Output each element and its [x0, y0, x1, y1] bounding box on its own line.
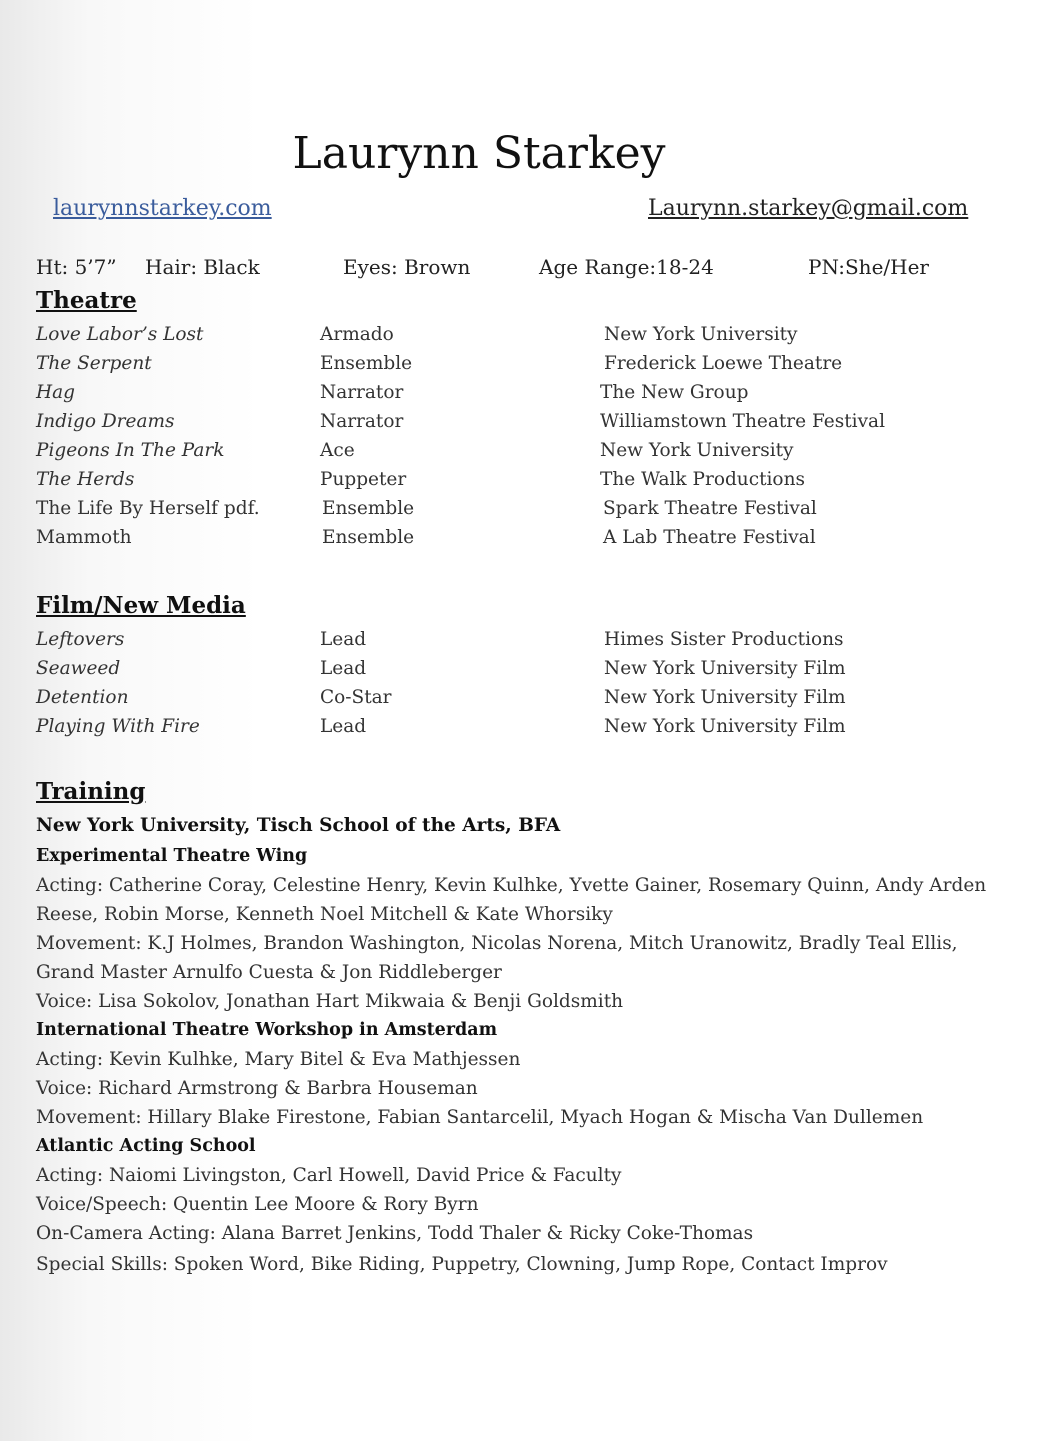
stat-age-range: Age Range:18-24: [539, 255, 714, 279]
table-row-role: Lead: [320, 716, 367, 737]
training-subheading: International Theatre Workshop in Amsterdam: [36, 1020, 498, 1040]
training-heading: Training: [36, 778, 146, 805]
table-row-title: Mammoth: [36, 527, 132, 548]
theatre-heading: Theatre: [36, 287, 137, 314]
table-row-title: Playing With Fire: [36, 716, 200, 737]
training-line: Grand Master Arnulfo Cuesta & Jon Riddleberger: [36, 962, 502, 983]
table-row-title: Leftovers: [36, 629, 125, 650]
table-row-role: Lead: [320, 629, 367, 650]
table-row-role: Ensemble: [320, 353, 413, 374]
email-link[interactable]: Laurynn.starkey@gmail.com: [648, 196, 969, 221]
table-row-role: Ace: [320, 440, 355, 461]
stat-height: Ht: 5’7”: [36, 255, 117, 279]
training-line: Reese, Robin Morse, Kenneth Noel Mitchell & Kate Whorsiky: [36, 904, 613, 925]
training-line: Acting: Catherine Coray, Celestine Henry, Kevin Kulhke, Yvette Gainer, Rosemary Quinn, Andy Arden: [36, 875, 987, 896]
table-row-company: New York University: [604, 324, 798, 345]
table-row-role: Puppeter: [320, 469, 407, 490]
stat-eyes: Eyes: Brown: [343, 255, 471, 279]
training-line: On-Camera Acting: Alana Barret Jenkins, Todd Thaler & Ricky Coke-Thomas: [36, 1223, 754, 1244]
training-line: Movement: Hillary Blake Firestone, Fabian Santarcelil, Myach Hogan & Mischa Van Dullemen: [36, 1107, 924, 1128]
website-link[interactable]: laurynnstarkey.com: [53, 196, 272, 221]
table-row-title: The Herds: [36, 469, 135, 490]
training-line: Acting: Naiomi Livingston, Carl Howell, David Price & Faculty: [36, 1165, 622, 1186]
table-row-title: Seaweed: [36, 658, 121, 679]
table-row-title: Indigo Dreams: [36, 411, 175, 432]
film-heading: Film/New Media: [36, 592, 246, 619]
table-row-company: The Walk Productions: [600, 469, 805, 490]
table-row-role: Co-Star: [320, 687, 392, 708]
training-line: Movement: K.J Holmes, Brandon Washington, Nicolas Norena, Mitch Uranowitz, Bradly Teal Ellis,: [36, 933, 958, 954]
table-row-company: The New Group: [600, 382, 749, 403]
table-row-title: Love Labor’s Lost: [36, 324, 204, 345]
table-row-company: New York University Film: [604, 658, 846, 679]
table-row-role: Ensemble: [322, 498, 415, 519]
table-row-role: Lead: [320, 658, 367, 679]
table-row-role: Narrator: [320, 411, 404, 432]
table-row-company: Williamstown Theatre Festival: [600, 411, 885, 432]
page-title: Laurynn Starkey: [292, 128, 666, 179]
stat-hair: Hair: Black: [145, 255, 260, 279]
training-subheading: Experimental Theatre Wing: [36, 846, 308, 866]
table-row-role: Narrator: [320, 382, 404, 403]
table-row-company: A Lab Theatre Festival: [603, 527, 816, 548]
table-row-title: The Serpent: [36, 353, 152, 374]
table-row-company: New York University Film: [604, 716, 846, 737]
table-row-company: Himes Sister Productions: [604, 629, 844, 650]
table-row-title: Hag: [36, 382, 76, 403]
table-row-title: The Life By Herself pdf.: [36, 498, 260, 519]
table-row-role: Armado: [320, 324, 394, 345]
training-line: Voice/Speech: Quentin Lee Moore & Rory Byrn: [36, 1194, 479, 1215]
table-row-company: Spark Theatre Festival: [603, 498, 817, 519]
table-row-title: Pigeons In The Park: [36, 440, 225, 461]
stat-pronouns: PN:She/Her: [808, 255, 929, 279]
training-line: Voice: Lisa Sokolov, Jonathan Hart Mikwaia & Benji Goldsmith: [36, 991, 624, 1012]
special-skills: Special Skills: Spoken Word, Bike Riding, Puppetry, Clowning, Jump Rope, Contact Improv: [36, 1254, 888, 1275]
training-line: Voice: Richard Armstrong & Barbra Houseman: [36, 1078, 478, 1099]
training-school: New York University, Tisch School of the Arts, BFA: [36, 815, 561, 836]
table-row-company: New York University: [600, 440, 794, 461]
training-subheading: Atlantic Acting School: [36, 1136, 256, 1156]
table-row-company: Frederick Loewe Theatre: [604, 353, 843, 374]
table-row-title: Detention: [36, 687, 129, 708]
table-row-company: New York University Film: [604, 687, 846, 708]
training-line: Acting: Kevin Kulhke, Mary Bitel & Eva Mathjessen: [36, 1049, 521, 1070]
table-row-role: Ensemble: [322, 527, 415, 548]
